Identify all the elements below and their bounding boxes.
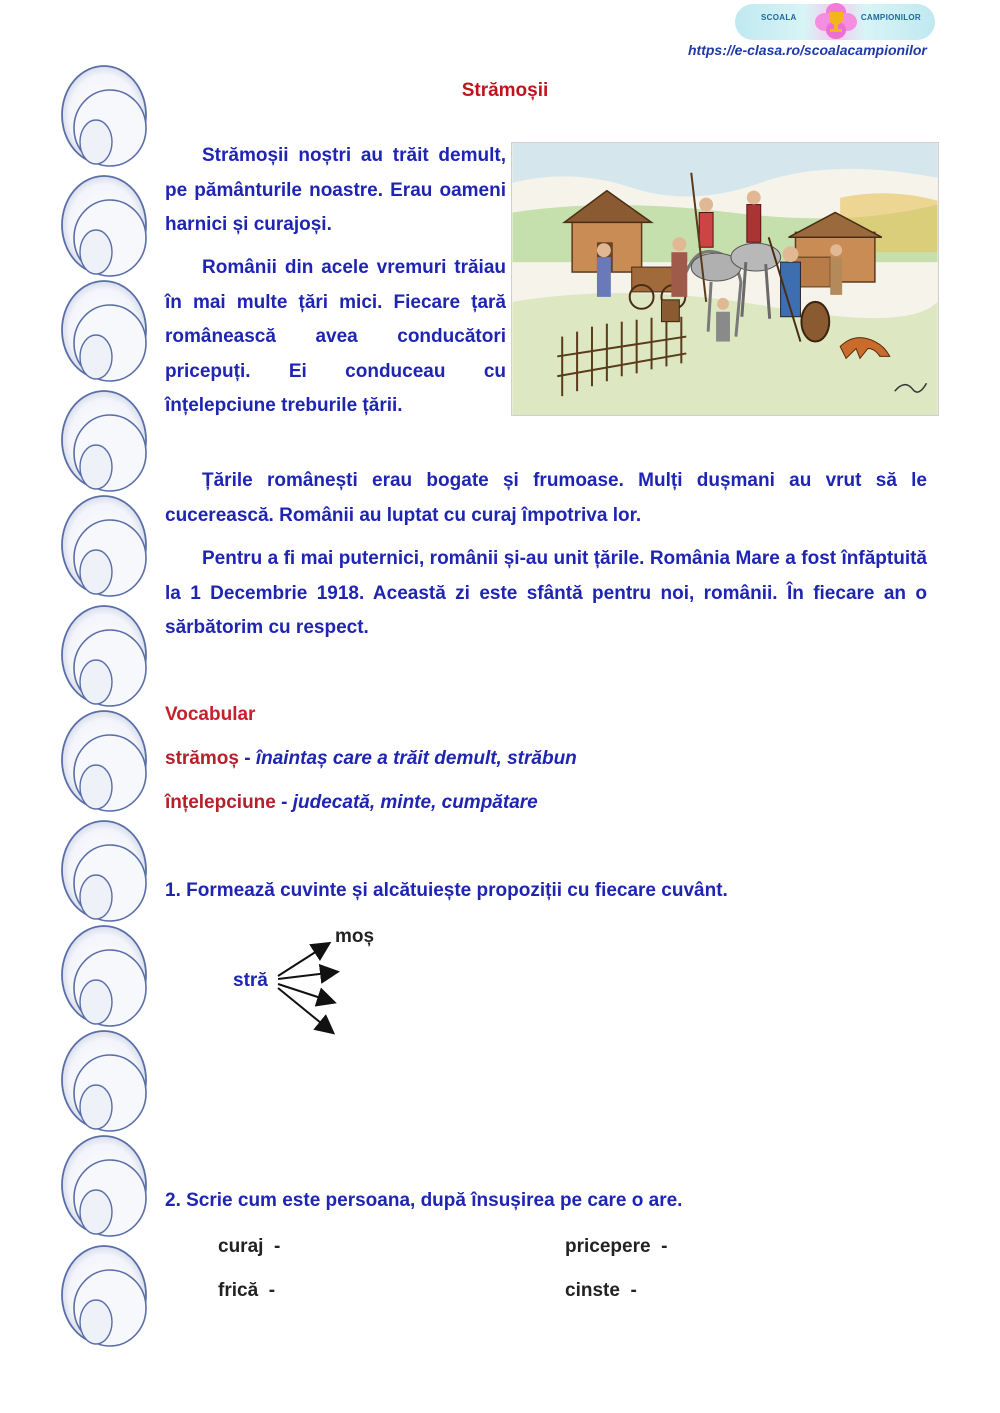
logo-text-right: CAMPIONILOR <box>860 13 921 22</box>
paragraph-4: Pentru a fi mai puternici, românii și-au unit țările. România Mare a fost înfăptuită la 1 Decembrie 1918. Această zi este sfântă pentru noi, românii. În fiecare an o sărbătorim cu respect. <box>165 548 927 638</box>
ancestors-village-illustration <box>511 142 939 416</box>
paragraph-3: Țările românești erau bogate și frumoase. Mulți dușmani au vrut să le cucerească. Românii au luptat cu curaj împotriva lor. <box>165 470 927 526</box>
vocabulary-separator: - <box>275 792 293 813</box>
vocabulary-word: înțelepciune <box>165 792 276 813</box>
exercise-2-instruction: 2. Scrie cum este persoana, după însușirea pe care o are. <box>165 1190 683 1211</box>
vocabulary-definition: judecată, minte, cumpătare <box>292 792 538 813</box>
trait-frica: frică - <box>218 1280 276 1301</box>
website-link[interactable]: https://e-clasa.ro/scoalacampionilor <box>688 42 927 58</box>
paragraph-1: Strămoșii noștri au trăit demult, pe pământurile noastre. Erau oameni harnici și curajoși. <box>165 145 506 235</box>
word-formation-arrows <box>270 930 360 1050</box>
vocabulary-separator: - <box>238 748 256 769</box>
word-root: stră <box>233 970 268 991</box>
vocabulary-definition: înaintaș care a trăit demult, străbun <box>255 748 577 769</box>
logo-text-left: SCOALA <box>761 13 797 22</box>
paragraph-2: Românii din acele vremuri trăiau în mai multe țări mici. Fiecare țară românească avea conducători pricepuți. Ei conduceau cu înțelepciune treburile țării. <box>165 257 506 416</box>
page-title: Strămoșii <box>461 80 549 101</box>
vocabulary-heading: Vocabular <box>165 704 256 725</box>
trophy-flower-icon <box>813 2 859 42</box>
vocabulary-word: strămoș <box>165 748 239 769</box>
binder-rings-decoration <box>58 60 158 1360</box>
trait-cinste: cinste - <box>565 1280 637 1301</box>
school-logo <box>735 4 935 40</box>
trait-pricepere: pricepere - <box>565 1236 668 1257</box>
word-ending: moș <box>335 926 375 947</box>
trait-curaj: curaj - <box>218 1236 281 1257</box>
vocabulary-entry <box>165 792 538 814</box>
vocabulary-entry <box>165 748 577 770</box>
exercise-1-instruction: 1. Formează cuvinte și alcătuiește propoziții cu fiecare cuvânt. <box>165 880 728 901</box>
